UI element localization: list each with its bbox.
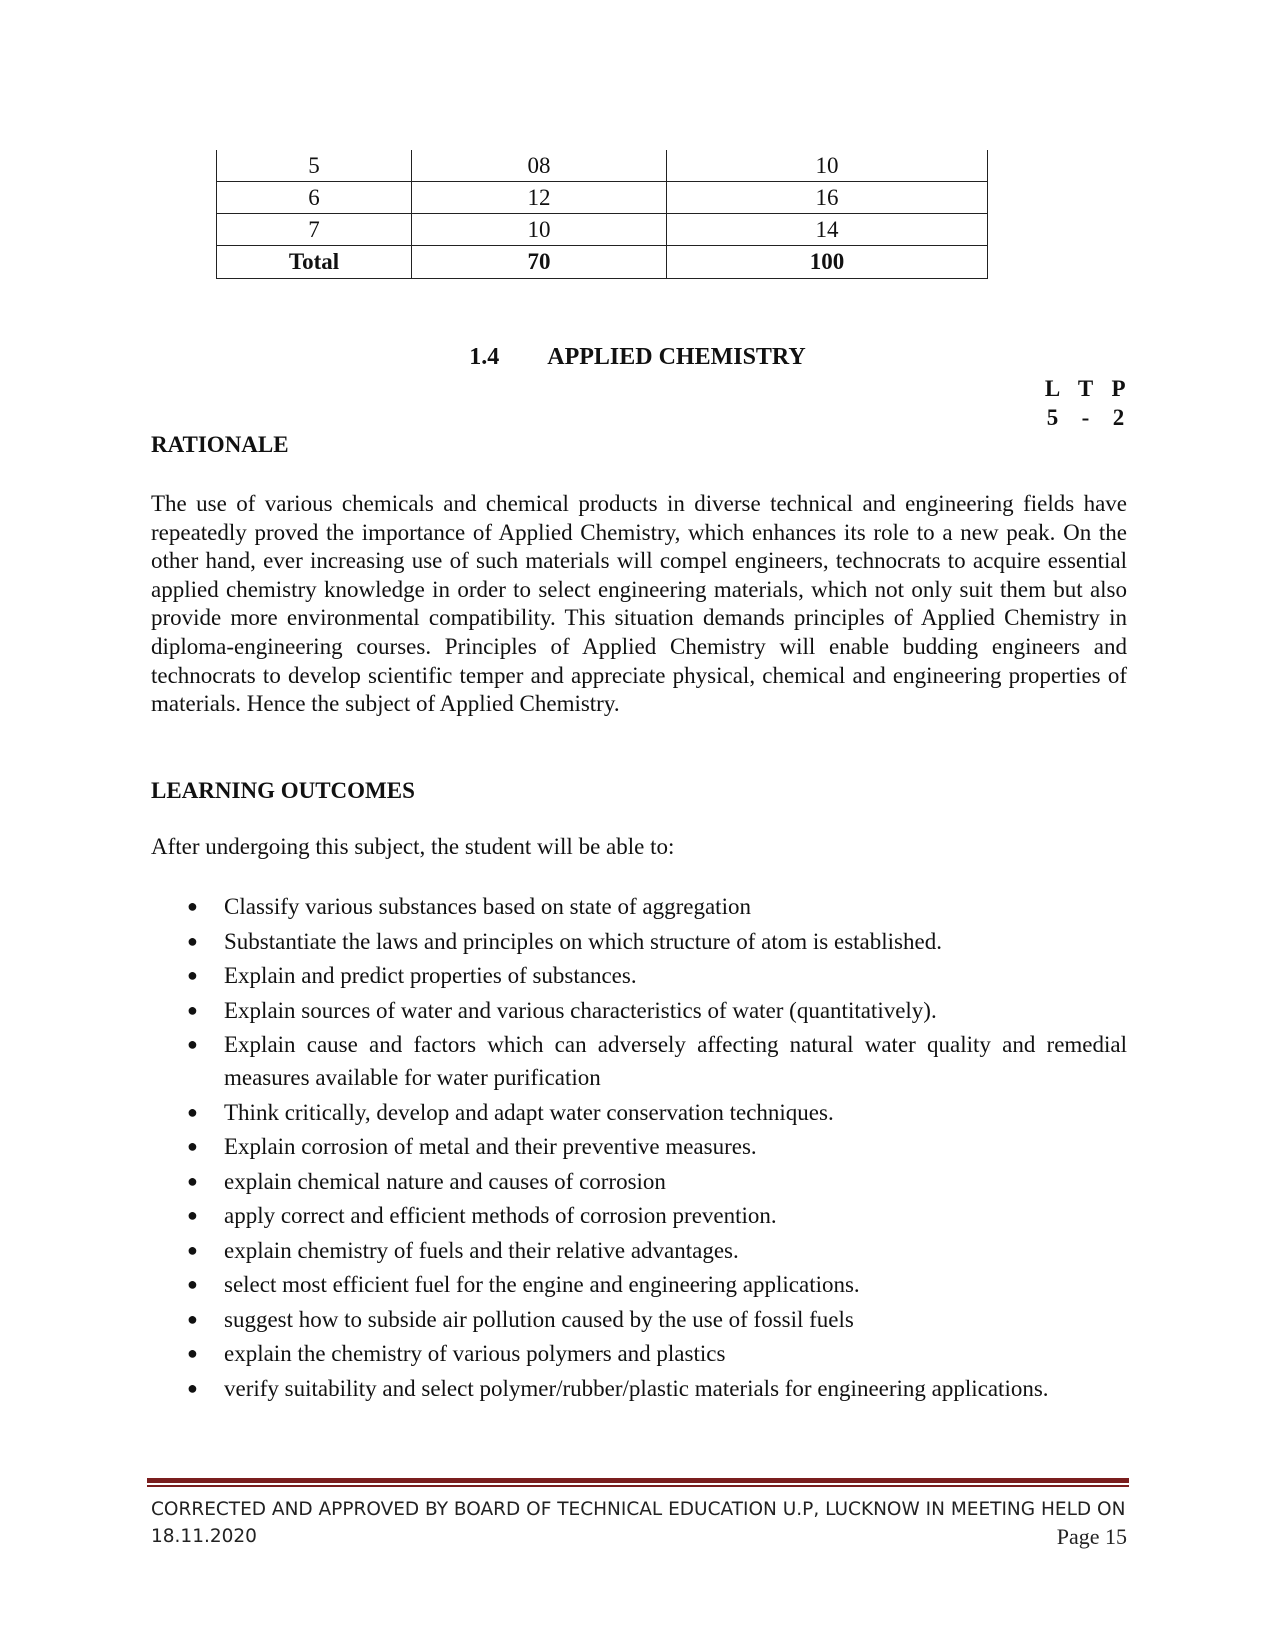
rationale-heading: RATIONALE [151,432,289,457]
bullet-icon: ● [187,965,198,985]
list-item [151,1096,1127,1129]
list-item-text: verify suitability and select polymer/rubber/plastic materials for engineering applications. [224,1375,1049,1401]
learning-outcomes-heading: LEARNING OUTCOMES [151,778,415,803]
hours-cell: 10 [412,214,667,246]
bullet-icon: ● [187,1205,198,1225]
list-item [151,994,1127,1027]
total-hours: 70 [412,246,667,279]
table-row [217,182,988,214]
list-item [151,1268,1127,1301]
list-item-text: suggest how to subside air pollution caused by the use of fossil fuels [224,1306,854,1332]
total-label: Total [217,246,412,279]
list-item-text: select most efficient fuel for the engine and engineering applications. [224,1272,860,1297]
unit-cell: 5 [217,150,412,182]
ltp-header-p: P [1111,376,1126,401]
list-item [151,1165,1127,1198]
list-item-text: Explain corrosion of metal and their preventive measures. [224,1134,757,1159]
list-item [151,1130,1127,1163]
list-item [151,1028,1127,1094]
page-number: Page 15 [1056,1524,1127,1549]
ltp-header-l: L [1044,376,1061,401]
list-item-text: Substantiate the laws and principles on which structure of atom is established. [224,928,942,954]
bullet-icon: ● [187,930,198,951]
table-row [217,150,988,182]
footer-approval-text: CORRECTED AND APPROVED BY BOARD OF TECHNICAL EDUCATION U.P, LUCKNOW IN MEETING HELD ON [151,1499,1126,1520]
bullet-icon: ● [187,1034,198,1054]
unit-cell: 6 [217,182,412,214]
list-item-text: explain chemistry of fuels and their relative advantages. [224,1237,739,1263]
hours-cell: 08 [412,150,667,182]
marks-cell: 10 [667,150,988,182]
section-title [0,344,1275,371]
total-marks: 100 [667,246,988,279]
bullet-icon: ● [187,1239,198,1260]
learning-outcomes-list [151,890,1127,1406]
rationale-paragraph: The use of various chemicals and chemical products in diverse technical and engineering fields have repeatedly proved the importance of Applied Chemistry, which enhances its role to a new peak. On the other hand, ever increasing use of such materials will compel engineers, technocrats to acquire essential applied chemistry knowledge in order to select engineering materials, which not only suit them but also provide more environmental compatibility. This situation demands principles of Applied Chemistry in diploma-engineering courses. Principles of Applied Chemistry will enable budding engineers and technocrats to develop scientific temper and appreciate physical, chemical and engineering properties of materials. Hence the subject of Applied Chemistry. [151,491,1127,717]
ltp-value-l: 5 [1046,405,1059,430]
bullet-icon: ● [187,1308,198,1329]
list-item [151,890,1127,923]
list-item [151,1199,1127,1232]
bullet-icon: ● [187,1343,198,1363]
list-item-text: Classify various substances based on state of aggregation [224,894,751,919]
section-number: 1.4 [469,344,500,370]
list-item [151,1303,1127,1336]
list-item-text: explain chemical nature and causes of corrosion [224,1168,666,1194]
list-item-text: Think critically, develop and adapt water conservation techniques. [224,1099,834,1125]
list-item-text: apply correct and efficient methods of corrosion prevention. [224,1203,777,1228]
bullet-icon: ● [187,896,198,916]
marks-cell: 16 [667,182,988,214]
bullet-icon: ● [187,999,198,1020]
footer-rule-thin [147,1485,1129,1487]
list-item-text: Explain cause and factors which can adversely affecting natural water quality and remedial measures available for water purification [224,1032,1127,1090]
bullet-icon: ● [187,1274,198,1294]
list-item-text: Explain sources of water and various characteristics of water (quantitatively). [224,997,937,1023]
unit-cell: 7 [217,214,412,246]
marks-distribution-table [216,150,988,279]
list-item-text: explain the chemistry of various polymers and plastics [224,1341,726,1366]
bullet-icon: ● [187,1136,198,1156]
list-item [151,959,1127,992]
ltp-headers [1036,374,1135,403]
bullet-icon: ● [187,1377,198,1398]
ltp-value-t: - [1081,405,1090,430]
bullet-icon: ● [187,1101,198,1122]
list-item [151,1372,1127,1405]
footer-line-2 [151,1523,1127,1550]
section-name: APPLIED CHEMISTRY [547,344,806,370]
list-item [151,1337,1127,1370]
list-item [151,1234,1127,1267]
hours-cell: 12 [412,182,667,214]
table-row [217,214,988,246]
ltp-value-p: 2 [1112,405,1125,430]
learning-outcomes-intro: After undergoing this subject, the student will be able to: [151,834,675,859]
ltp-values [1036,403,1135,432]
table-total-row [217,246,988,279]
ltp-header-t: T [1077,376,1094,401]
footer-rule-thick [147,1478,1129,1483]
list-item-text: Explain and predict properties of substances. [224,963,637,988]
list-item [151,925,1127,958]
marks-cell: 14 [667,214,988,246]
bullet-icon: ● [187,1170,198,1191]
page-footer [151,1496,1127,1550]
footer-date: 18.11.2020 [151,1526,257,1547]
ltp-block [1036,374,1135,432]
